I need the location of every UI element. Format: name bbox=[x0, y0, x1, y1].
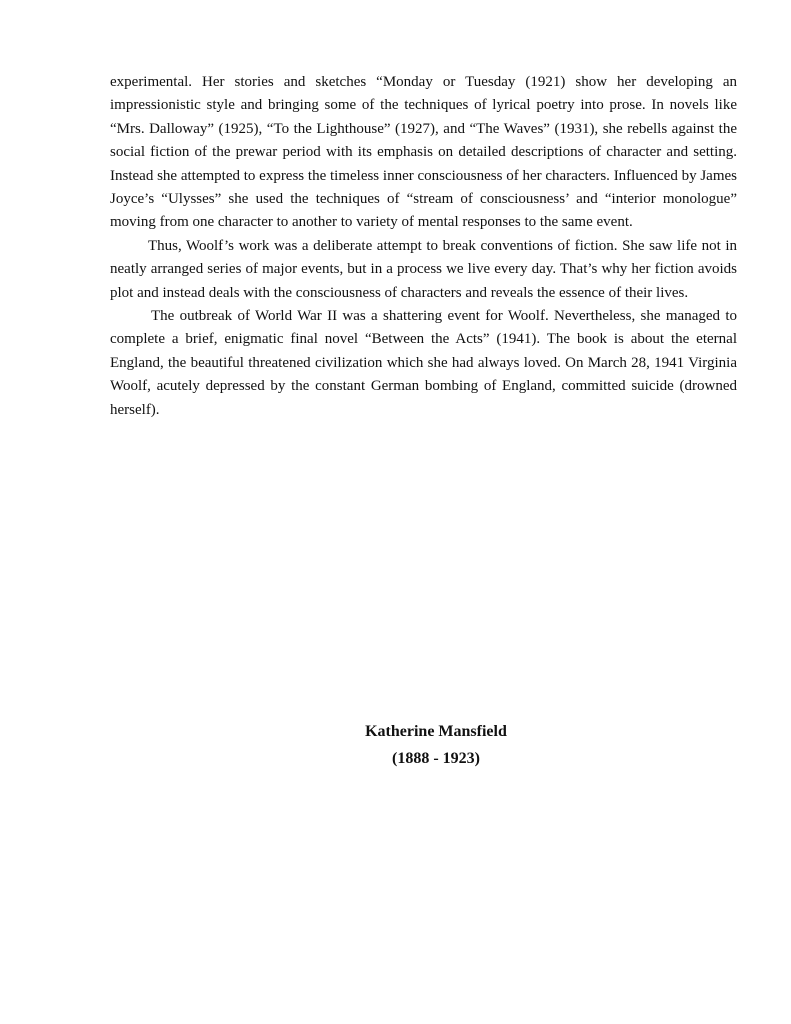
paragraph-woolf-conventions: Thus, Woolf’s work was a deliberate attempt to break conventions of fiction. She saw life not in neatly arranged series of major events, but in a process we live every day. That’s why her fiction avoids plot and instead deals with the consciousness of characters and reveals the essence of their lives. bbox=[110, 237, 737, 301]
section-heading-years: (1888 - 1923) bbox=[392, 750, 480, 767]
paragraph-woolf-final-years: The outbreak of World War II was a shattering event for Woolf. Nevertheless, she managed to complete a brief, enigmatic final novel “Between the Acts” (1941). The book is about the eternal England, the beautiful threatened civilization which she had always loved. On March 28, 1941 Virginia Woolf, acutely depressed by the constant German bombing of England, committed suicide (drowned herself). bbox=[110, 308, 737, 418]
paragraph-woolf-experimental: experimental. Her stories and sketches “Monday or Tuesday (1921) show her developing an impressionistic style and bringing some of the techniques of lyrical poetry into prose. In novels like “Mrs. Dalloway” (1925), “To the Lighthouse” (1927), and “The Waves” (1931), she rebells against the social fiction of the prewar period with its emphasis on detailed descriptions of character and setting. Instead she attempted to express the timeless inner consciousness of her characters. Influenced by James Joyce’s “Ulysses” she used the techniques of “stream of consciousness’ and “interior monologue” moving from one character to another to variety of mental responses to the same event. bbox=[110, 74, 737, 231]
section-heading-author: Katherine Mansfield bbox=[365, 723, 507, 740]
body-text bbox=[110, 71, 737, 422]
